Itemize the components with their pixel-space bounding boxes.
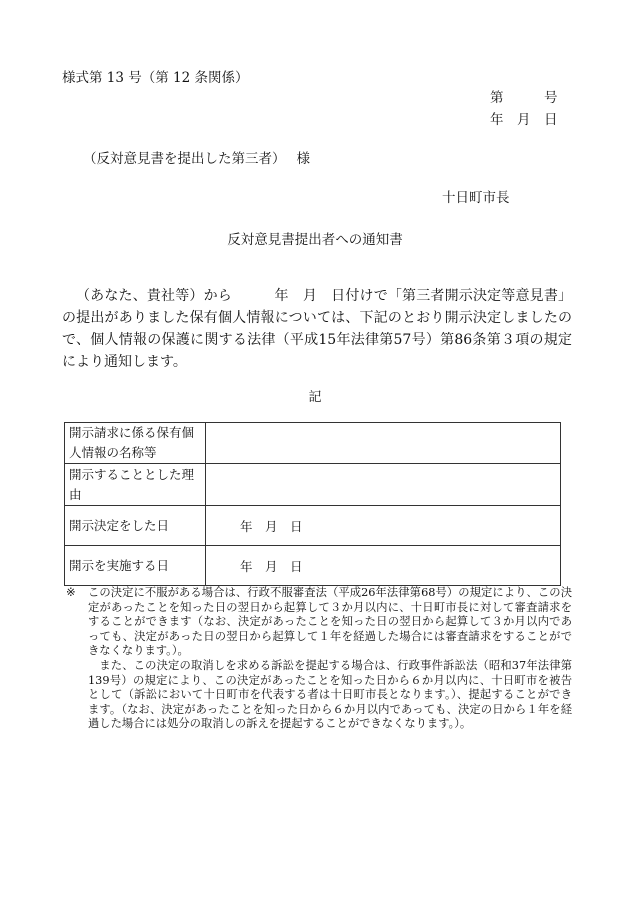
note-appeal	[62, 586, 572, 659]
ki-heading: 記	[308, 390, 322, 405]
note-text-appeal: この決定に不服がある場合は、行政不服審査法（平成26年法律第68号）の規定により、この決定があったことを知った日の翌日から起算して３か月以内に、十日町市長に対して審査請求をすることができます（なお、決定があったことを知った日の翌日から起算して３か月以内であっても、決定があった日の翌日から起算して１年を経過した場合には審査請求をすることができなくなります。）。	[88, 586, 572, 658]
document-number: 第 号	[490, 90, 558, 106]
table-row	[65, 423, 561, 464]
row-value-reason	[206, 464, 561, 506]
row-label-reason: 開示することとした理由	[65, 464, 206, 506]
table-row	[65, 464, 561, 506]
row-value-decision-date: 年 月 日	[206, 506, 561, 546]
document-title: 反対意見書提出者への通知書	[227, 232, 403, 248]
table-row	[65, 506, 561, 546]
form-number: 様式第 13 号（第 12 条関係）	[62, 70, 249, 86]
body-paragraph: （あなた、貴社等）から 年 月 日付けで「第三者開示決定等意見書」の提出がありました保有個人情報については、下記のとおり開示決定しましたので、個人情報の保護に関する法律（平成15年法律第57号）第86条第３項の規定により通知します。	[62, 288, 572, 370]
notes-section	[62, 586, 572, 732]
document-date: 年 月 日	[490, 112, 558, 128]
row-value-info-name	[206, 423, 561, 464]
addressee: （反対意見書を提出した第三者） 様	[83, 151, 311, 167]
table-row	[65, 546, 561, 586]
row-label-decision-date: 開示決定をした日	[65, 506, 206, 546]
note-mark: ※	[66, 586, 76, 599]
sender-name: 十日町市長	[442, 190, 510, 206]
disclosure-info-table	[64, 422, 561, 586]
row-label-implementation-date: 開示を実施する日	[65, 546, 206, 586]
note-text-lawsuit: また、この決定の取消しを求める訴訟を提起する場合は、行政事件訴訟法（昭和37年法律第139号）の規定により、この決定があったことを知った日から６か月以内に、十日町市を被告として（訴訟において十日町市を代表する者は十日町市長となります。）、提起することができます。（なお、決定があったことを知った日から６か月以内であっても、決定の日から１年を経過した場合には処分の取消しの訴えを提起することができなくなります。）。	[88, 658, 572, 731]
row-label-info-name: 開示請求に係る保有個人情報の名称等	[65, 423, 206, 464]
row-value-implementation-date: 年 月 日	[206, 546, 561, 586]
